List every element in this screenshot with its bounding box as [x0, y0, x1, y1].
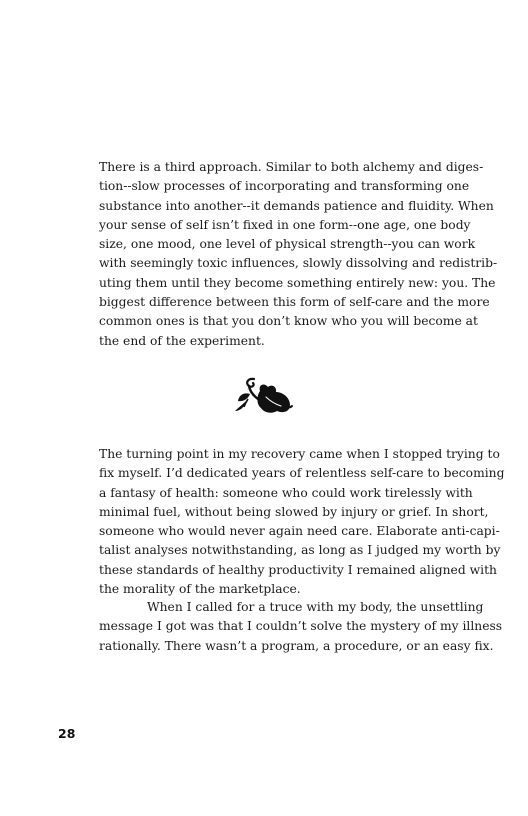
text-line: substance into another--it demands patience and fluidity. When: [99, 198, 494, 213]
text-line: your sense of self isn’t fixed in one form--one age, one body: [99, 217, 471, 232]
text-line: There is a third approach. Similar to both alchemy and diges-: [99, 160, 484, 174]
text-line: biggest difference between this form of self-care and the more: [99, 295, 490, 310]
text-line: message I got was that I couldn’t solve the mystery of my illness: [99, 619, 503, 634]
text-line: talist analyses notwithstanding, as long as I judged my worth by: [99, 543, 501, 558]
text-line: minimal fuel, without being slowed by injury or grief. In short,: [99, 504, 489, 519]
text-line: When I called for a truce with my body, the unsettling: [147, 600, 484, 614]
text-line: a fantasy of health: someone who could work tirelessly with: [99, 485, 473, 500]
text-line: the morality of the marketplace.: [99, 582, 301, 597]
paragraph-turning-point: [99, 445, 505, 599]
text-line: size, one mood, one level of physical strength--you can work: [99, 237, 476, 252]
page-number: 28: [58, 726, 76, 741]
leaf-sprout-ornament-icon: [232, 375, 294, 417]
text-line: these standards of healthy productivity I remained aligned with: [99, 562, 497, 577]
paragraph-truce: [99, 598, 503, 656]
text-line: the end of the experiment.: [99, 333, 265, 348]
text-line: fix myself. I’d dedicated years of relentless self-care to becoming: [99, 466, 505, 481]
text-line: someone who would never again need care. Elaborate anti-capi-: [99, 524, 500, 539]
text-line: with seemingly toxic influences, slowly dissolving and redistrib-: [99, 256, 498, 271]
text-line: The turning point in my recovery came when I stopped trying to: [99, 447, 500, 461]
paragraph-third-approach: [99, 158, 498, 351]
text-line: tion--slow processes of incorporating and transforming one: [99, 179, 470, 194]
text-line: common ones is that you don’t know who you will become at: [99, 314, 478, 329]
text-line: rationally. There wasn’t a program, a procedure, or an easy fix.: [99, 638, 494, 653]
text-line: uting them until they become something entirely new: you. The: [99, 275, 496, 290]
